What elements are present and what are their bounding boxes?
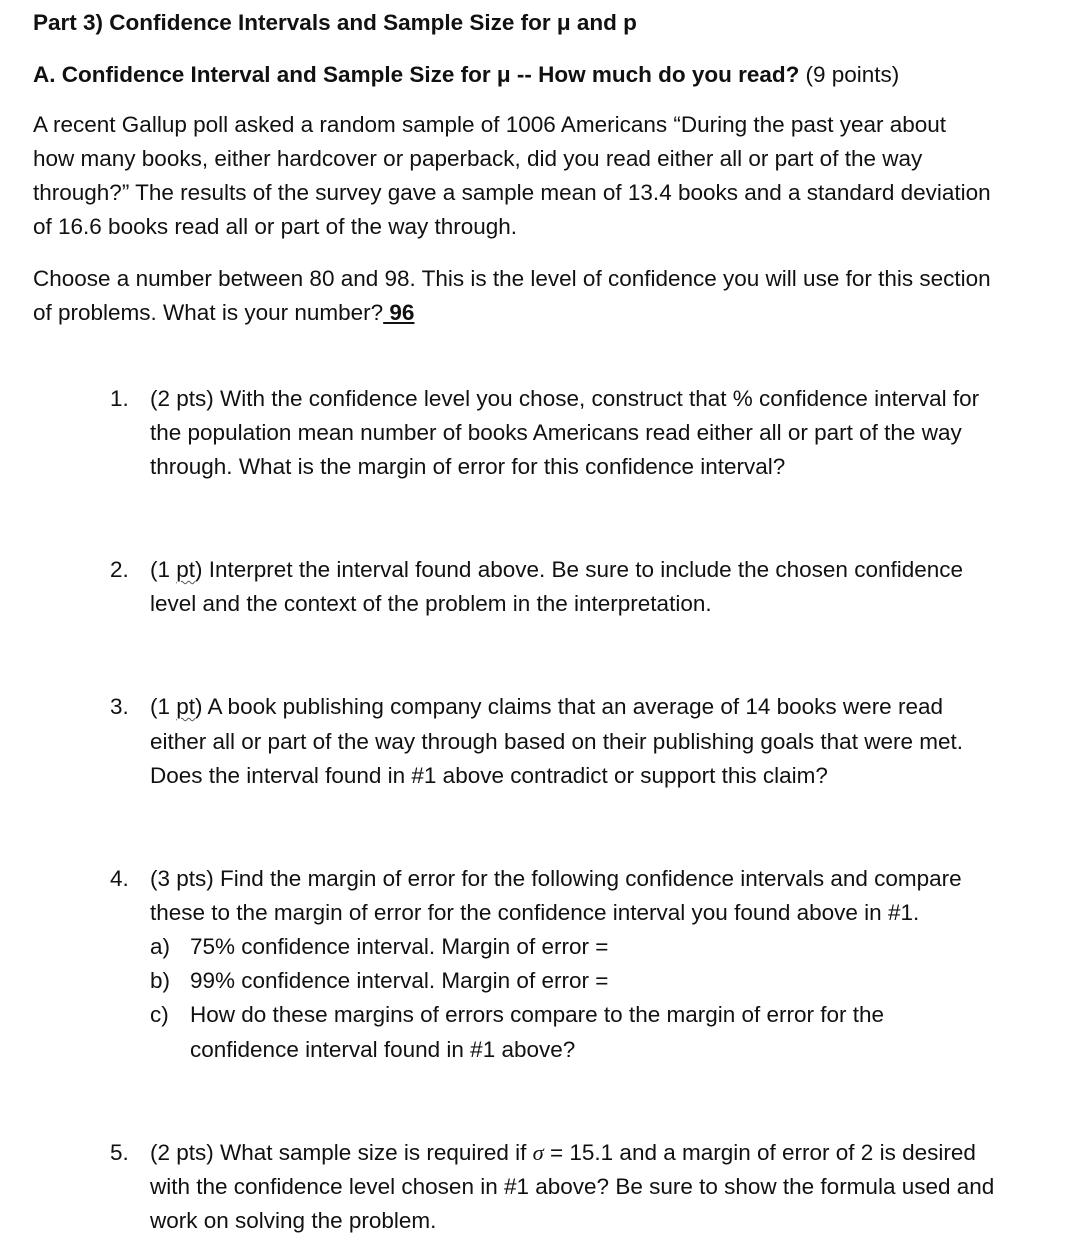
q4b-text: 99% confidence interval. Margin of error = bbox=[190, 968, 609, 993]
choose-line-2 bbox=[33, 296, 414, 330]
intro-line-1: A recent Gallup poll asked a random sample of 1006 Americans “During the past year about bbox=[33, 112, 947, 137]
q4-number: 4. bbox=[110, 866, 129, 891]
q3-pre: (1 bbox=[150, 694, 177, 719]
q5-post: = 15.1 and a margin of error of 2 is desired bbox=[543, 1140, 976, 1165]
page-title: Part 3) Confidence Intervals and Sample Size for μ and p bbox=[33, 10, 637, 35]
q4-line-2: these to the margin of error for the confidence interval you found above in #1. bbox=[150, 900, 920, 925]
q1-line-1: (2 pts) With the confidence level you chose, construct that % confidence interval for bbox=[150, 386, 980, 411]
q5-line-3: work on solving the problem. bbox=[150, 1208, 437, 1233]
section-points: (9 points) bbox=[805, 62, 900, 87]
q2-line-2: level and the context of the problem in the interpretation. bbox=[150, 591, 712, 616]
q4a-text: 75% confidence interval. Margin of error = bbox=[190, 934, 609, 959]
q3-post: ) A book publishing company claims that an average of 14 books were read bbox=[195, 694, 943, 719]
q2-post: ) Interpret the interval found above. Be sure to include the chosen confidence bbox=[195, 557, 964, 582]
q2-line-1 bbox=[150, 553, 963, 587]
q4b-label: b) bbox=[150, 968, 171, 993]
q2-pt-spellcheck: pt bbox=[176, 557, 196, 582]
q3-pt-spellcheck: pt bbox=[176, 694, 196, 719]
q4c-line-2: confidence interval found in #1 above? bbox=[190, 1037, 576, 1062]
chosen-number: 96 bbox=[383, 300, 415, 325]
q4c-line-1: How do these margins of errors compare to the margin of error for the bbox=[190, 1002, 885, 1027]
sigma-symbol: σ bbox=[532, 1140, 544, 1165]
q5-number: 5. bbox=[110, 1140, 129, 1165]
q1-number: 1. bbox=[110, 386, 129, 411]
q5-line-2: with the confidence level chosen in #1 above? Be sure to show the formula used and bbox=[150, 1174, 995, 1199]
q1-line-3: through. What is the margin of error for this confidence interval? bbox=[150, 454, 786, 479]
q3-line-1 bbox=[150, 690, 943, 724]
q2-number: 2. bbox=[110, 557, 129, 582]
section-heading-text: A. Confidence Interval and Sample Size for μ -- How much do you read? bbox=[33, 62, 800, 87]
intro-line-2: how many books, either hardcover or paperback, did you read either all or part of the way bbox=[33, 146, 923, 171]
q4c-label: c) bbox=[150, 1002, 169, 1027]
q4a-label: a) bbox=[150, 934, 171, 959]
q3-line-3: Does the interval found in #1 above contradict or support this claim? bbox=[150, 763, 828, 788]
q1-line-2: the population mean number of books Americans read either all or part of the way bbox=[150, 420, 962, 445]
intro-line-4: of 16.6 books read all or part of the way through. bbox=[33, 214, 518, 239]
section-heading bbox=[33, 58, 899, 92]
q5-line-1 bbox=[150, 1136, 976, 1170]
intro-line-3: through?” The results of the survey gave a sample mean of 13.4 books and a standard deviation bbox=[33, 180, 991, 205]
q2-pre: (1 bbox=[150, 557, 177, 582]
q3-line-2: either all or part of the way through based on their publishing goals that were met. bbox=[150, 729, 963, 754]
q4-line-1: (3 pts) Find the margin of error for the following confidence intervals and compare bbox=[150, 866, 962, 891]
q5-pre: (2 pts) What sample size is required if bbox=[150, 1140, 533, 1165]
q3-number: 3. bbox=[110, 694, 129, 719]
choose-prompt: of problems. What is your number? bbox=[33, 300, 384, 325]
choose-line-1: Choose a number between 80 and 98. This is the level of confidence you will use for this section bbox=[33, 266, 991, 291]
